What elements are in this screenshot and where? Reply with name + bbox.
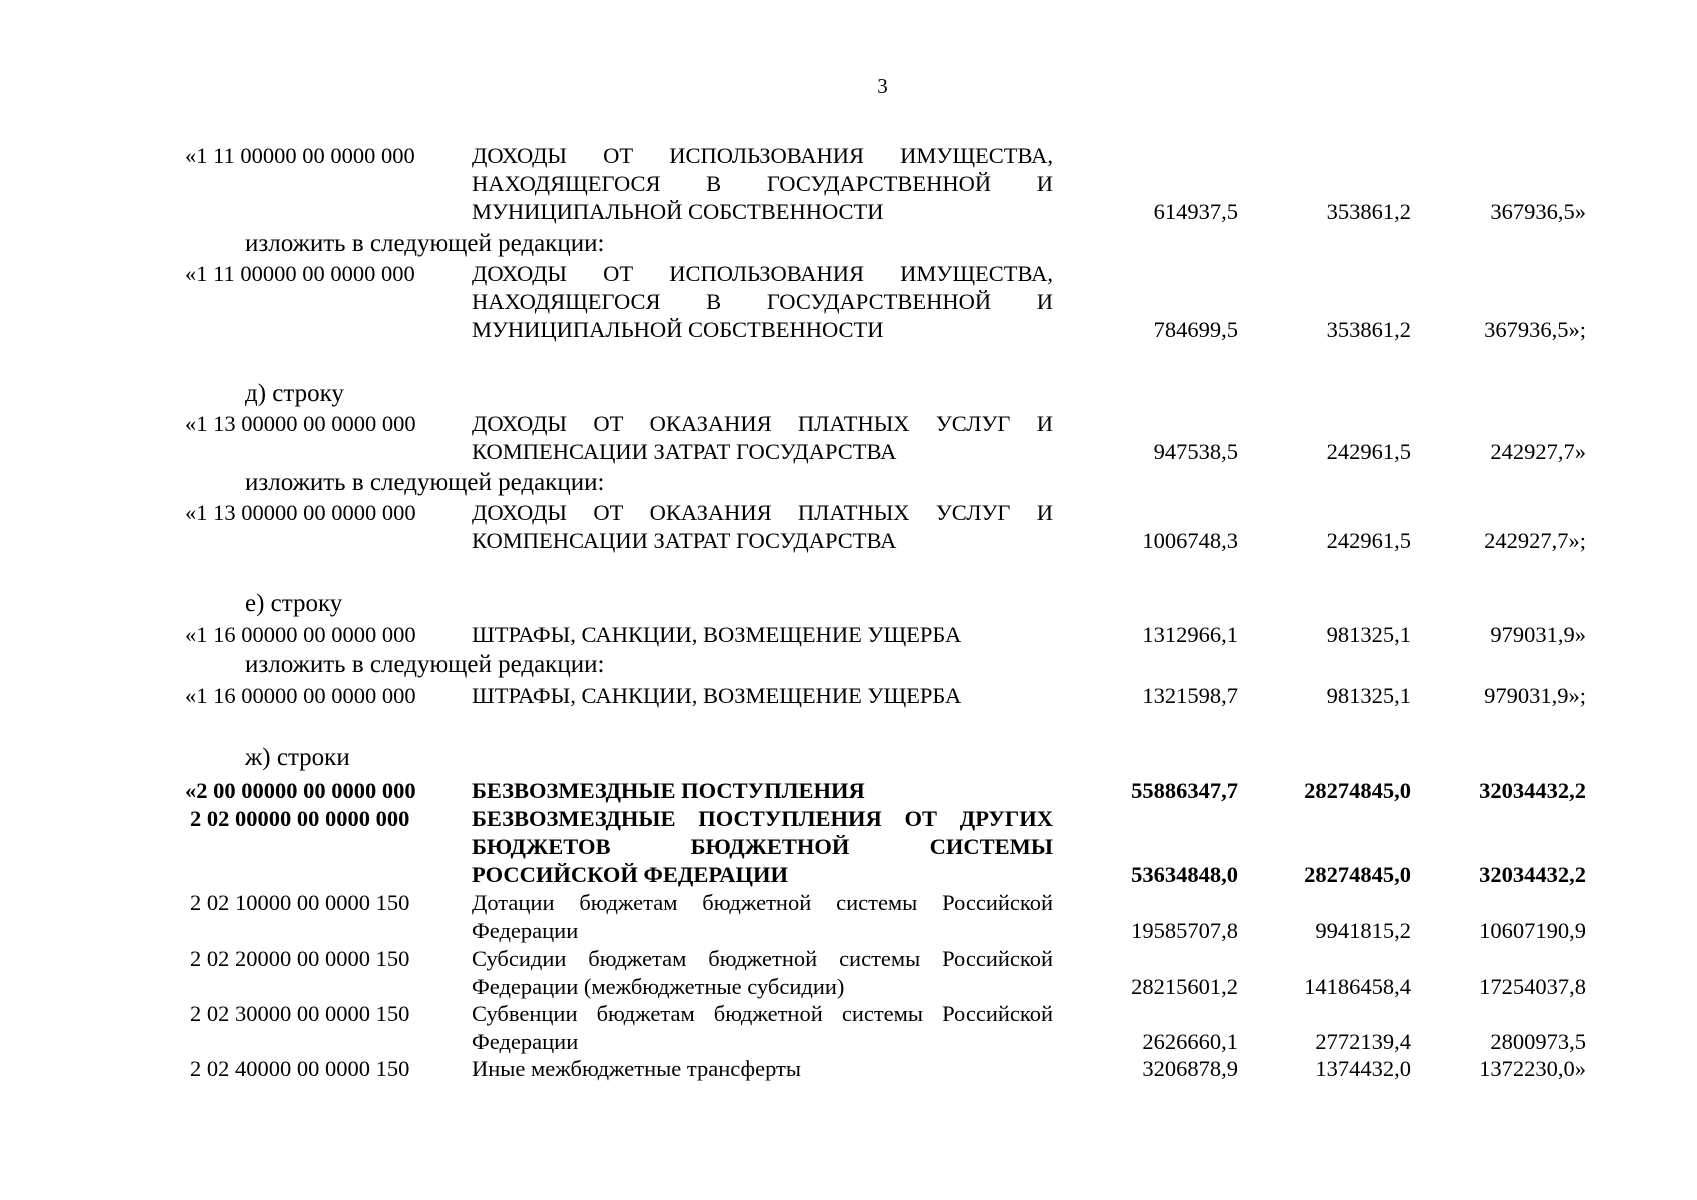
- description-line: Дотации бюджетам бюджетной системы Российской: [472, 890, 1053, 915]
- value-col-1: 947538,5: [1153, 439, 1238, 464]
- value-col-2: 242961,5: [1326, 439, 1411, 464]
- value-col-3: 367936,5»: [1490, 199, 1586, 224]
- description-line: ДОХОДЫ ОТ ОКАЗАНИЯ ПЛАТНЫХ УСЛУГ И: [472, 500, 1053, 525]
- row-description: [472, 260, 1053, 344]
- row-description: [472, 777, 1053, 805]
- description-line: НАХОДЯЩЕГОСЯ В ГОСУДАРСТВЕННОЙ И: [472, 289, 1053, 314]
- description-line: БЕЗВОЗМЕЗДНЫЕ ПОСТУПЛЕНИЯ ОТ ДРУГИХ: [472, 806, 1053, 831]
- row-description: [472, 621, 1053, 649]
- value-col-2: 353861,2: [1326, 199, 1411, 224]
- value-col-1: 1006748,3: [1142, 528, 1238, 553]
- value-col-2: 28274845,0: [1304, 862, 1411, 887]
- budget-code: 2 02 00000 00 0000 000: [190, 806, 410, 831]
- value-col-1: 1321598,7: [1142, 683, 1238, 708]
- budget-code: 2 02 40000 00 0000 150: [190, 1056, 410, 1081]
- value-col-1: 3206878,9: [1142, 1056, 1238, 1081]
- value-col-1: 2626660,1: [1142, 1029, 1238, 1054]
- row-description: [472, 1055, 1053, 1083]
- value-col-2: 9941815,2: [1315, 918, 1411, 943]
- value-col-1: 784699,5: [1153, 317, 1238, 342]
- description-line: ДОХОДЫ ОТ ИСПОЛЬЗОВАНИЯ ИМУЩЕСТВА,: [472, 261, 1053, 286]
- value-col-1: 53634848,0: [1131, 862, 1238, 887]
- budget-code: 2 02 10000 00 0000 150: [190, 890, 410, 915]
- value-col-1: 55886347,7: [1131, 778, 1238, 803]
- value-col-3: 17254037,8: [1479, 974, 1586, 999]
- budget-code: «1 11 00000 00 0000 000: [185, 143, 415, 168]
- value-col-2: 981325,1: [1326, 622, 1411, 647]
- description-line: ДОХОДЫ ОТ ОКАЗАНИЯ ПЛАТНЫХ УСЛУГ И: [472, 411, 1053, 436]
- description-line: РОССИЙСКОЙ ФЕДЕРАЦИИ: [472, 862, 788, 887]
- value-col-2: 353861,2: [1326, 317, 1411, 342]
- instruction-text: е) строку: [245, 590, 343, 617]
- budget-code: 2 02 20000 00 0000 150: [190, 946, 410, 971]
- instruction-text: д) строку: [245, 380, 344, 407]
- value-col-3: 367936,5»;: [1484, 317, 1586, 342]
- budget-code: «1 16 00000 00 0000 000: [185, 622, 416, 647]
- budget-code: «1 13 00000 00 0000 000: [185, 500, 416, 525]
- value-col-3: 10607190,9: [1479, 918, 1586, 943]
- instruction-text: изложить в следующей редакции:: [245, 230, 605, 257]
- budget-code: «1 13 00000 00 0000 000: [185, 411, 416, 436]
- budget-code: «1 16 00000 00 0000 000: [185, 683, 416, 708]
- row-description: [472, 945, 1053, 1001]
- row-description: [472, 410, 1053, 466]
- value-col-3: 1372230,0»: [1479, 1056, 1586, 1081]
- description-line: ДОХОДЫ ОТ ИСПОЛЬЗОВАНИЯ ИМУЩЕСТВА,: [472, 143, 1053, 168]
- value-col-3: 242927,7»: [1490, 439, 1586, 464]
- value-col-3: 242927,7»;: [1484, 528, 1586, 553]
- description-line: БЮДЖЕТОВ БЮДЖЕТНОЙ СИСТЕМЫ: [472, 834, 1053, 859]
- row-description: [472, 682, 1053, 710]
- row-description: [472, 805, 1053, 889]
- description-line: МУНИЦИПАЛЬНОЙ СОБСТВЕННОСТИ: [472, 199, 884, 224]
- row-description: [472, 889, 1053, 945]
- row-description: [472, 499, 1053, 555]
- row-description: [472, 142, 1053, 226]
- value-col-3: 32034432,2: [1479, 862, 1586, 887]
- budget-code: «2 00 00000 00 0000 000: [185, 778, 416, 803]
- description-line: Федерации: [472, 1029, 579, 1054]
- value-col-3: 32034432,2: [1479, 778, 1586, 803]
- description-line: НАХОДЯЩЕГОСЯ В ГОСУДАРСТВЕННОЙ И: [472, 171, 1053, 196]
- description-line: ШТРАФЫ, САНКЦИИ, ВОЗМЕЩЕНИЕ УЩЕРБА: [472, 622, 962, 647]
- description-line: КОМПЕНСАЦИИ ЗАТРАТ ГОСУДАРСТВА: [472, 528, 897, 553]
- description-line: Федерации: [472, 918, 579, 943]
- budget-code: «1 11 00000 00 0000 000: [185, 261, 415, 286]
- value-col-2: 242961,5: [1326, 528, 1411, 553]
- value-col-2: 981325,1: [1326, 683, 1411, 708]
- value-col-3: 979031,9»;: [1484, 683, 1586, 708]
- description-line: БЕЗВОЗМЕЗДНЫЕ ПОСТУПЛЕНИЯ: [472, 778, 865, 803]
- value-col-2: 1374432,0: [1315, 1056, 1411, 1081]
- instruction-text: изложить в следующей редакции:: [245, 469, 605, 496]
- description-line: Иные межбюджетные трансферты: [472, 1056, 802, 1081]
- value-col-2: 2772139,4: [1315, 1029, 1411, 1054]
- description-line: Федерации (межбюджетные субсидии): [472, 974, 845, 999]
- description-line: ШТРАФЫ, САНКЦИИ, ВОЗМЕЩЕНИЕ УЩЕРБА: [472, 683, 962, 708]
- value-col-1: 1312966,1: [1142, 622, 1238, 647]
- value-col-1: 614937,5: [1153, 199, 1238, 224]
- row-description: [472, 1000, 1053, 1056]
- budget-code: 2 02 30000 00 0000 150: [190, 1001, 410, 1026]
- value-col-3: 2800973,5: [1490, 1029, 1586, 1054]
- description-line: МУНИЦИПАЛЬНОЙ СОБСТВЕННОСТИ: [472, 317, 884, 342]
- description-line: Субсидии бюджетам бюджетной системы Российской: [472, 946, 1053, 971]
- page-number: 3: [877, 74, 888, 98]
- value-col-2: 14186458,4: [1304, 974, 1411, 999]
- description-line: КОМПЕНСАЦИИ ЗАТРАТ ГОСУДАРСТВА: [472, 439, 897, 464]
- instruction-text: ж) строки: [245, 744, 350, 771]
- value-col-1: 28215601,2: [1131, 974, 1238, 999]
- value-col-2: 28274845,0: [1304, 778, 1411, 803]
- instruction-text: изложить в следующей редакции:: [245, 651, 605, 678]
- description-line: Субвенции бюджетам бюджетной системы Российской: [472, 1001, 1053, 1026]
- value-col-3: 979031,9»: [1490, 622, 1586, 647]
- value-col-1: 19585707,8: [1131, 918, 1238, 943]
